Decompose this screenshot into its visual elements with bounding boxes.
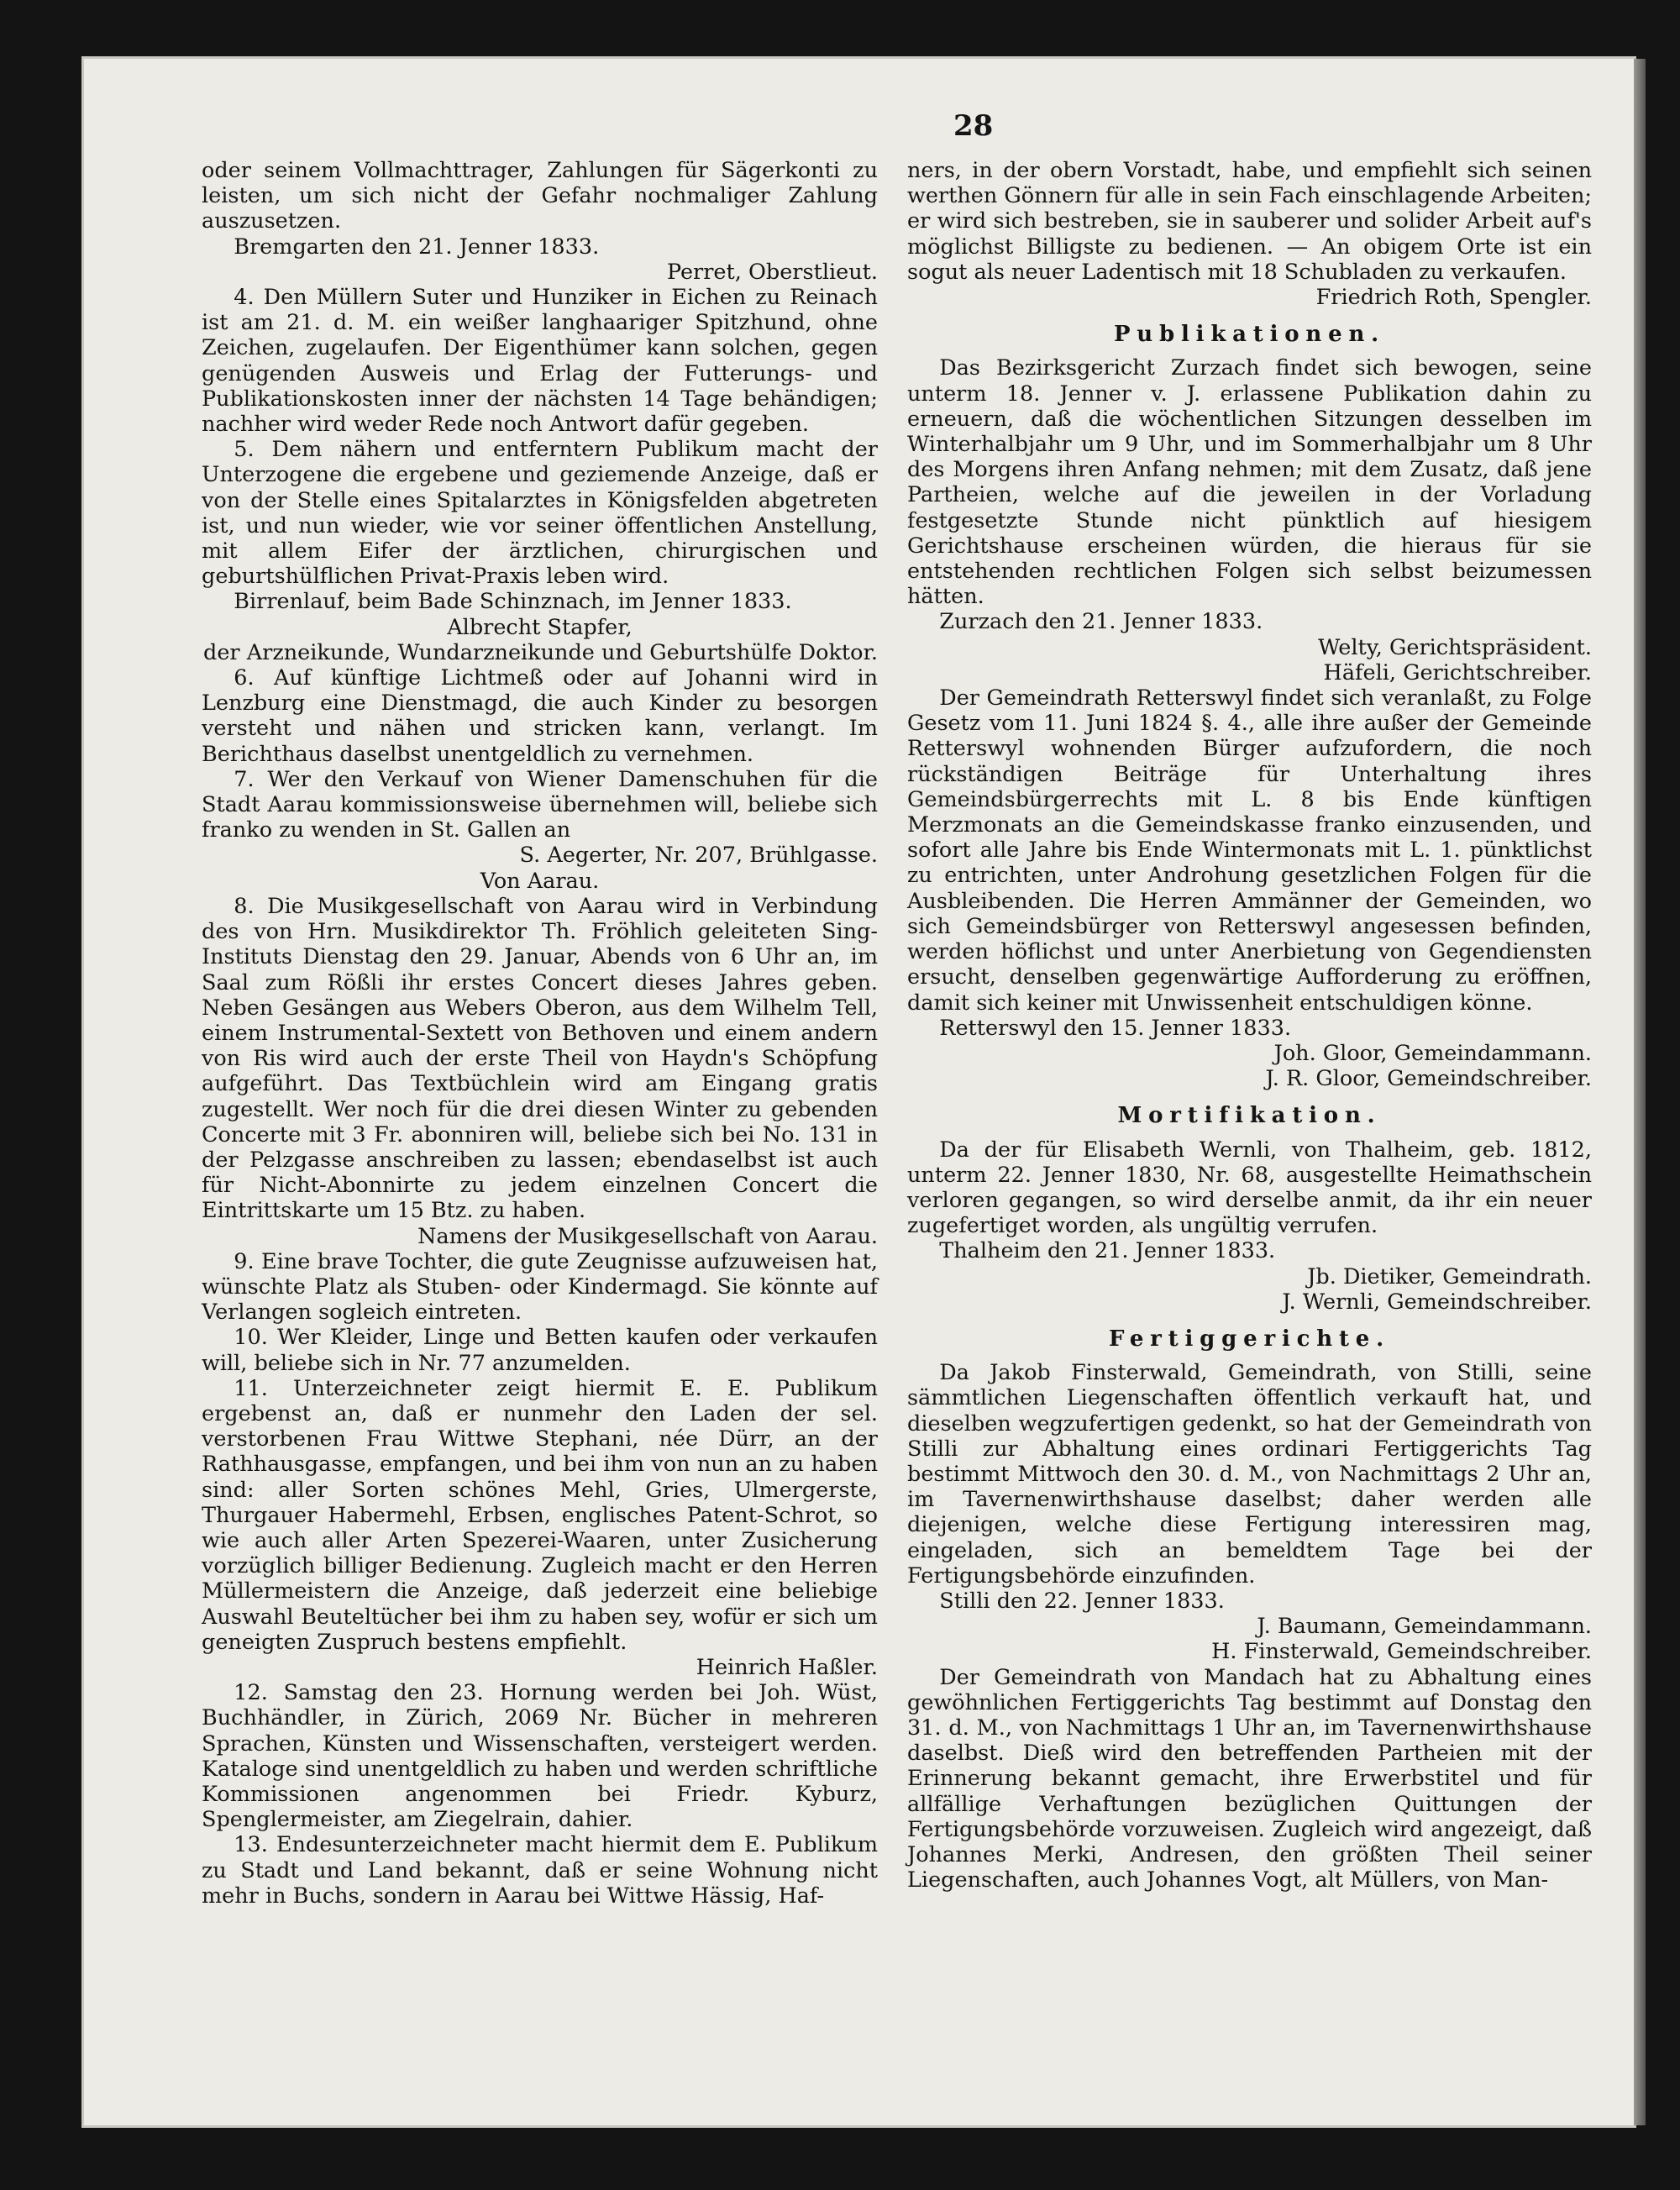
signature-line: Friedrich Roth, Spengler. xyxy=(1315,285,1592,311)
signature-line: J. R. Gloor, Gemeindschreiber. xyxy=(1265,1066,1592,1092)
signature-line: H. Finsterwald, Gemeindschreiber. xyxy=(1211,1639,1592,1665)
paragraph: Da Jakob Finsterwald, Gemeindrath, von Stilli, seine sämmtlichen Liegenschaften öffentlich verkauft hat, und dieselben wegzufertigen gedenkt, so hat der Gemeindrath von Stilli zur Abhaltung eines ordinari Fertiggerichts Tag bestimmt Mittwoch den 30. d. M., von Nachmittags 2 Uhr an, im Tavernenwirthshause daselbst; daher werden alle diejenigen, welche diese Fertigung interessiren mag, eingeladen, sich an bemeldtem Tage bei der Fertigungsbehörde einzufinden. xyxy=(907,1360,1592,1589)
newspaper-page xyxy=(84,59,1634,2125)
paragraph: 11. Unterzeichneter zeigt hiermit E. E. Publikum ergebenst an, daß er nunmehr den Laden der sel. verstorbenen Frau Wittwe Stephani, née Dürr, an der Rathhausgasse, empfangen, und bei ihm von nun an zu haben sind: aller Sorten schönes Mehl, Gries, Ulmergerste, Thurgauer Habermehl, Erbsen, englisches Patent-Schrot, so wie auch aller Arten Spezerei-Waaren, unter Zusicherung vorzüglich billiger Bedienung. Zugleich macht er den Herren Müllermeistern die Anzeige, daß jederzeit eine beliebige Auswahl Beuteltücher bei ihm zu haben sey, wofür er sich um geneigten Zuspruch bestens empfiehlt. xyxy=(202,1375,878,1655)
paragraph: 10. Wer Kleider, Linge und Betten kaufen oder verkaufen will, beliebe sich in Nr. 77 anzumelden. xyxy=(202,1325,878,1376)
paragraph: Das Bezirksgericht Zurzach findet sich bewogen, seine unterm 18. Jenner v. J. erlassene Publikation dahin zu erneuern, daß die wöchentlichen Sitzungen desselben im Winterhalbjahr um 9 Uhr, und im Sommerhalbjahr um 8 Uhr des Morgens ihren Anfang nehmen; mit dem Zusatz, daß jene Partheien, welche auf die jeweilen in der Vorladung festgesetzte Stunde nicht pünktlich auf hiesigem Gerichtshause erscheinen würden, die hieraus für sie entstehenden rechtlichen Folgen sich selbst beizumessen hätten. xyxy=(907,355,1592,610)
paragraph: ners, in der obern Vorstadt, habe, und empfiehlt sich seinen werthen Gönnern für alle in sein Fach einschlagende Arbeiten; er wird sich bestreben, sie in sauberer und solider Arbeit auf's möglichst Billigste zu bedienen. — An obigem Orte ist ein sogut als neuer Ladentisch mit 18 Schubladen zu verkaufen. xyxy=(907,158,1592,285)
paragraph: 7. Wer den Verkauf von Wiener Damenschuhen für die Stadt Aarau kommissionsweise übernehmen will, beliebe sich franko zu wenden in St. Gallen an xyxy=(202,766,878,843)
paragraph: 4. Den Müllern Suter und Hunziker in Eichen zu Reinach ist am 21. d. M. ein weißer langhaariger Spitzhund, ohne Zeichen, zugelaufen. Der Eigenthümer kann solchen, gegen genügenden Ausweis und Erlag der Futterungs- und Publikationskosten inner der nächsten 14 Tage behändigen; nachher wird weder Rede noch Antwort dafür gegeben. xyxy=(202,285,878,438)
signature-line: Namens der Musikgesellschaft von Aarau. xyxy=(417,1223,878,1249)
signature-line: J. Baumann, Gemeindammann. xyxy=(1257,1614,1592,1640)
section-heading: Fertiggerichte. xyxy=(1109,1326,1390,1352)
paragraph: Stilli den 22. Jenner 1833. xyxy=(939,1588,1225,1614)
paragraph: Der Gemeindrath von Mandach hat zu Abhaltung eines gewöhnlichen Fertiggerichts Tag bestimmt auf Donstag den 31. d. M., von Nachmittags 1 Uhr an, im Tavernenwirthshause daselbst. Dieß wird den betreffenden Partheien mit der Erinnerung bekannt gemacht, ihre Erwerbstitel und für allfällige Verhaftungen bezüglichen Quittungen der Fertigungsbehörde vorzuweisen. Zugleich wird angezeigt, daß Johannes Merki, Andresen, den größten Theil seiner Liegenschaften, auch Johannes Vogt, alt Müllers, von Man- xyxy=(907,1664,1592,1893)
paragraph: 6. Auf künftige Lichtmeß oder auf Johanni wird in Lenzburg eine Dienstmagd, die auch Kinder zu besorgen versteht und nähen und stricken kann, verlangt. Im Berichthaus daselbst unentgeldlich zu vernehmen. xyxy=(202,665,878,767)
paragraph: Bremgarten den 21. Jenner 1833. xyxy=(234,234,600,260)
signature-line: Welty, Gerichtspräsident. xyxy=(1318,634,1592,660)
centered-line: Albrecht Stapfer, xyxy=(447,614,633,640)
paragraph: Da der für Elisabeth Wernli, von Thalheim, geb. 1812, unterm 22. Jenner 1830, Nr. 68, ausgestellte Heimathschein verloren gegangen, so wird derselbe anmit, da ihr ein neuer zugefertiget worden, als ungültig verrufen. xyxy=(907,1137,1592,1239)
signature-line: Heinrich Haßler. xyxy=(696,1654,878,1680)
signature-line: S. Aegerter, Nr. 207, Brühlgasse. xyxy=(519,843,878,869)
paragraph: 13. Endesunterzeichneter macht hiermit dem E. Publikum zu Stadt und Land bekannt, daß er seine Wohnung nicht mehr in Buchs, sondern in Aarau bei Wittwe Hässig, Haf- xyxy=(202,1832,878,1909)
signature-line: Perret, Oberstlieut. xyxy=(666,259,878,285)
signature-line: Joh. Gloor, Gemeindammann. xyxy=(1273,1040,1592,1066)
paragraph: Zurzach den 21. Jenner 1833. xyxy=(939,609,1263,635)
paragraph: oder seinem Vollmachttrager, Zahlungen für Sägerkonti zu leisten, um sich nicht der Gefahr nochmaliger Zahlung auszusetzen. xyxy=(202,158,878,234)
centered-line: Von Aarau. xyxy=(480,868,600,894)
paragraph: 9. Eine brave Tochter, die gute Zeugnisse aufzuweisen hat, wünschte Platz als Stuben- oder Kindermagd. Sie könnte auf Verlangen sogleich eintreten. xyxy=(202,1248,878,1326)
paragraph: Retterswyl den 15. Jenner 1833. xyxy=(939,1015,1292,1041)
paragraph: 12. Samstag den 23. Hornung werden bei Joh. Wüst, Buchhändler, in Zürich, 2069 Nr. Bücher in mehreren Sprachen, Künsten und Wissenschaften, versteigert werden. Kataloge sind unentgeldlich zu haben und werden schriftliche Kommissionen angenommen bei Friedr. Kyburz, Spenglermeister, am Ziegelrain, dahier. xyxy=(202,1680,878,1833)
section-heading: Mortifikation. xyxy=(1117,1103,1382,1129)
page-edge xyxy=(1634,59,1646,2125)
paragraph: Birrenlauf, beim Bade Schinznach, im Jenner 1833. xyxy=(234,589,792,615)
right-column xyxy=(907,158,1592,1893)
signature-line: Häfeli, Gerichtschreiber. xyxy=(1323,659,1592,685)
section-heading: Publikationen. xyxy=(1113,322,1386,348)
left-column xyxy=(202,158,878,1909)
paragraph: 8. Die Musikgesellschaft von Aarau wird in Verbindung des von Hrn. Musikdirektor Th. Fröhlich geleiteten Sing-Instituts Dienstag den 29. Januar, Abends von 6 Uhr an, im Saal zum Rößli ihr erstes Concert dieses Jahres geben. Neben Gesängen aus Webers Oberon, aus dem Wilhelm Tell, einem Instrumental-Sextett von Bethoven und einem andern von Ris wird auch der erste Theil von Haydn's Schöpfung aufgeführt. Das Textbüchlein wird am Eingang gratis zugestellt. Wer noch für die drei diesen Winter zu gebenden Concerte mit 3 Fr. abonniren will, beliebe sich bei No. 131 in der Pelzgasse anschreiben zu lassen; ebendaselbst ist auch für Nicht-Abonnirte zu jedem einzelnen Concert die Eintrittskarte um 15 Btz. zu haben. xyxy=(202,893,878,1224)
paragraph: 5. Dem nähern und entferntern Publikum macht der Unterzogene die ergebene und geziemende Anzeige, daß er von der Stelle eines Spitalarztes in Königsfelden abgetreten ist, und nun wieder, wie vor seiner öffentlichen Anstellung, mit allem Eifer der ärztlichen, chirurgischen und geburtshülflichen Privat-Praxis leben wird. xyxy=(202,437,878,590)
paragraph: Thalheim den 21. Jenner 1833. xyxy=(939,1238,1276,1264)
signature-line: J. Wernli, Gemeindschreiber. xyxy=(1282,1289,1592,1315)
signature-line: Jb. Dietiker, Gemeindrath. xyxy=(1307,1263,1592,1289)
page-number: 28 xyxy=(953,109,994,143)
paragraph: Der Gemeindrath Retterswyl findet sich veranlaßt, zu Folge Gesetz vom 11. Juni 1824 §. 4., alle ihre außer der Gemeinde Retterswyl wohnenden Bürger aufzufordern, die noch rückständigen Beiträge für Unterhaltung ihres Gemeindsbürgerrechts mit L. 8 bis Ende künftigen Merzmonats an die Gemeindskasse franko einzusenden, und sofort alle Jahre bis Ende Wintermonats mit L. 1. pünktlichst zu entrichten, unter Androhung gesetzlichen Folgen für die Ausbleibenden. Die Herren Ammänner der Gemeinden, wo sich Gemeindsbürger von Retterswyl angesessen befinden, werden höflichst und unter Anerbietung von Gegendiensten ersucht, denselben gegenwärtige Aufforderung zu eröffnen, damit sich keiner mit Unwissenheit entschuldigen könne. xyxy=(907,685,1592,1016)
signature-line: der Arzneikunde, Wundarzneikunde und Geburtshülfe Doktor. xyxy=(203,639,878,665)
